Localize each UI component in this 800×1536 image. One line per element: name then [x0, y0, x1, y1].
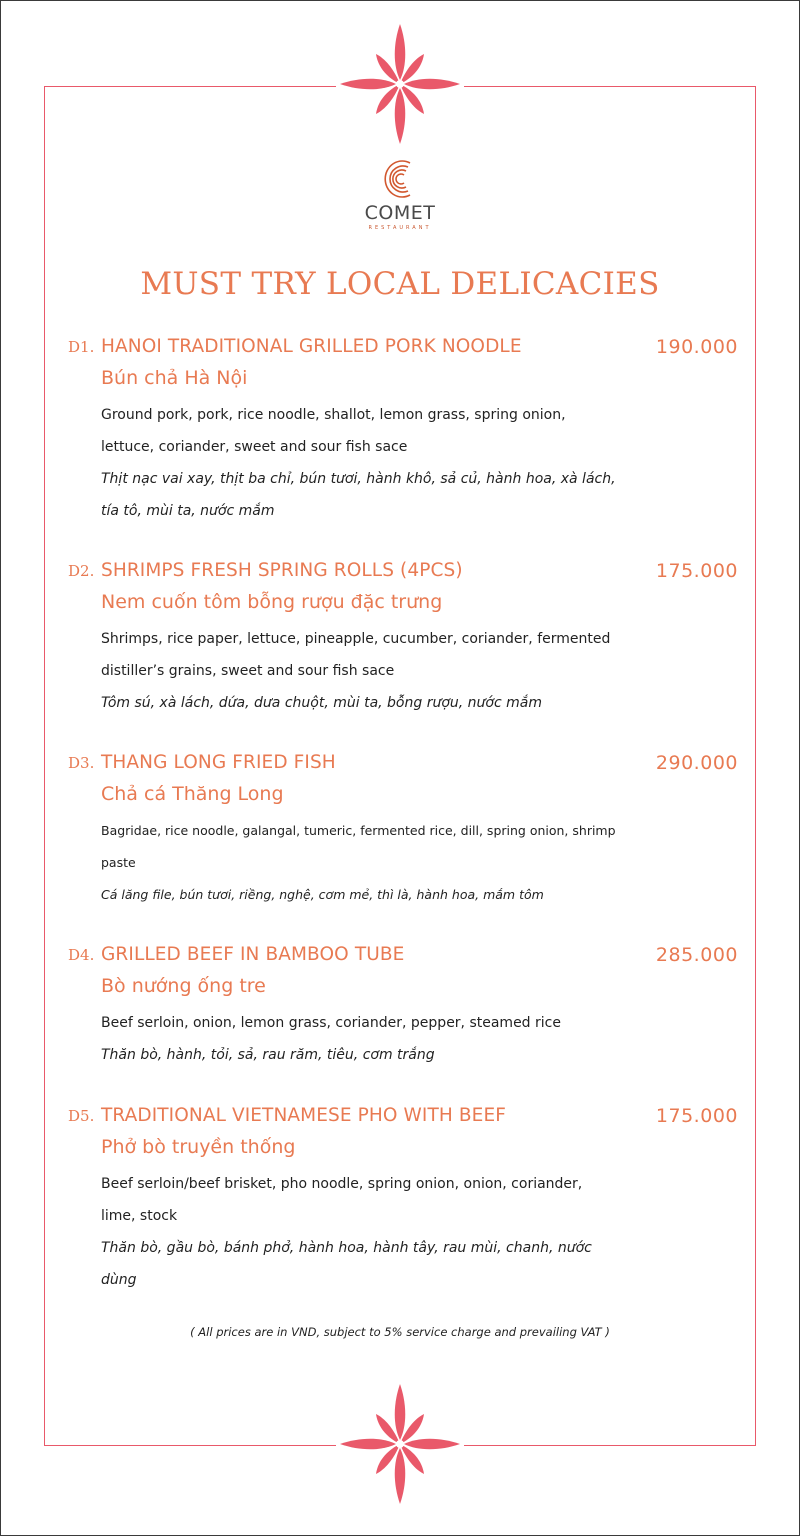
price-footnote: ( All prices are in VND, subject to 5% service charge and prevailing VAT ) — [190, 1325, 610, 1339]
dish-price: 285.000 — [655, 944, 738, 966]
dish-description — [101, 399, 621, 527]
dish-name-vietnamese: Chả cá Thăng Long — [101, 783, 284, 805]
dish-name: SHRIMPS FRESH SPRING ROLLS (4PCS) — [101, 560, 463, 581]
dish-price: 175.000 — [655, 560, 738, 582]
dish-name-vietnamese: Bún chả Hà Nội — [101, 367, 248, 389]
ingredients-vietnamese: Tôm sú, xà lách, dứa, dưa chuột, mùi ta, bỗng rượu, nước mắm — [101, 695, 542, 711]
ingredients-english: Beef serloin/beef brisket, pho noodle, spring onion, onion, coriander, lime, stock — [101, 1176, 583, 1224]
dish-name: GRILLED BEEF IN BAMBOO TUBE — [101, 944, 405, 965]
dish-code: D3. — [68, 754, 95, 772]
dish-code: D5. — [68, 1107, 95, 1125]
lotus-ornament-top-icon — [336, 20, 464, 148]
ingredients-english: Beef serloin, onion, lemon grass, coriander, pepper, steamed rice — [101, 1015, 561, 1031]
dish-description — [101, 815, 621, 911]
ingredients-english: Shrimps, rice paper, lettuce, pineapple, cucumber, coriander, fermented distiller’s grains, sweet and sour fish sace — [101, 631, 611, 679]
dish-description — [101, 1168, 621, 1296]
comet-logo-icon — [380, 158, 420, 200]
comet-logo — [350, 158, 450, 248]
lotus-ornament-bottom-icon — [336, 1380, 464, 1508]
page-title: MUST TRY LOCAL DELICACIES — [140, 266, 660, 302]
dish-name: TRADITIONAL VIETNAMESE PHO WITH BEEF — [101, 1105, 506, 1126]
dish-name: HANOI TRADITIONAL GRILLED PORK NOODLE — [101, 336, 522, 357]
ingredients-vietnamese: Thăn bò, gầu bò, bánh phở, hành hoa, hành tây, rau mùi, chanh, nước dùng — [101, 1240, 592, 1288]
ingredients-english: Ground pork, pork, rice noodle, shallot, lemon grass, spring onion, lettuce, coriander, sweet and sour fish sace — [101, 407, 566, 455]
dish-name-vietnamese: Phở bò truyền thống — [101, 1136, 296, 1158]
ingredients-vietnamese: Cá lăng file, bún tươi, riềng, nghệ, cơm mẻ, thì là, hành hoa, mắm tôm — [101, 887, 544, 902]
ingredients-vietnamese: Thăn bò, hành, tỏi, sả, rau răm, tiêu, cơm trắng — [101, 1047, 435, 1063]
dish-price: 175.000 — [655, 1105, 738, 1127]
ingredients-english: Bagridae, rice noodle, galangal, tumeric, fermented rice, dill, spring onion, shrimp paste — [101, 823, 616, 870]
brand-subtitle: RESTAURANT — [368, 225, 432, 231]
dish-name-vietnamese: Nem cuốn tôm bỗng rượu đặc trưng — [101, 591, 443, 613]
dish-name: THANG LONG FRIED FISH — [101, 752, 336, 773]
dish-code: D1. — [68, 338, 95, 356]
dish-name-vietnamese: Bò nướng ống tre — [101, 975, 266, 997]
dish-price: 290.000 — [655, 752, 738, 774]
dish-code: D2. — [68, 562, 95, 580]
brand-name: COMET — [364, 202, 436, 224]
ingredients-vietnamese: Thịt nạc vai xay, thịt ba chỉ, bún tươi, hành khô, sả củ, hành hoa, xà lách, tía tô, mùi ta, nước mắm — [101, 471, 616, 519]
dish-description — [101, 623, 621, 719]
dish-description — [101, 1007, 621, 1071]
dish-code: D4. — [68, 946, 95, 964]
dish-price: 190.000 — [655, 336, 738, 358]
